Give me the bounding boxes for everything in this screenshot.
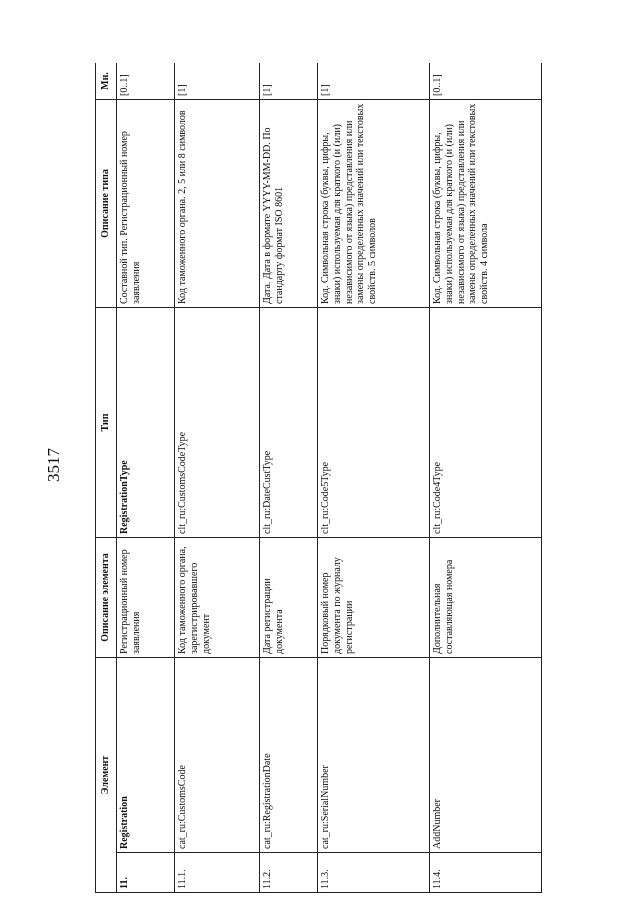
row-mult: [0..1] — [117, 63, 175, 100]
table-row — [117, 63, 175, 893]
rotated-table-frame — [95, 63, 610, 893]
table-row — [318, 63, 430, 893]
table-row — [175, 63, 260, 893]
row-number: 11.3. — [318, 853, 430, 893]
row-number: 11. — [117, 853, 175, 893]
row-mult: [1] — [260, 63, 318, 100]
row-type: clt_ru:CustomsCodeType — [175, 308, 260, 538]
row-element-desc: Порядковый номер документа по журналу регистрации — [318, 538, 430, 658]
row-element: cat_ru:SerialNumber — [318, 658, 430, 853]
row-type: clt_ru:Code4Type — [430, 308, 542, 538]
row-number: 11.1. — [175, 853, 260, 893]
row-number: 11.4. — [430, 853, 542, 893]
row-element-desc: Дополнительная составляющая номера — [430, 538, 542, 658]
table-row — [430, 63, 542, 893]
row-mult: [0..1] — [430, 63, 542, 100]
row-element-desc: Код таможенного органа, зарегистрировавшего документ — [175, 538, 260, 658]
row-mult: [1] — [175, 63, 260, 100]
row-mult: [1] — [318, 63, 430, 100]
page-number: 3517 — [44, 448, 63, 482]
header-row — [96, 63, 117, 893]
row-element: cat_ru:RegistrationDate — [260, 658, 318, 853]
row-type-desc: Код таможенного органа. 2, 5 или 8 символов — [175, 100, 260, 308]
row-type-desc: Составной тип. Регистрационный номер заявления — [117, 100, 175, 308]
row-type: clt_ru:DateCustType — [260, 308, 318, 538]
row-element-desc: Регистрационный номер заявления — [117, 538, 175, 658]
table-row — [260, 63, 318, 893]
row-number: 11.2. — [260, 853, 318, 893]
row-type: clt_ru:Code5Type — [318, 308, 430, 538]
row-element: Registration — [117, 658, 175, 853]
row-element: AddNumber — [430, 658, 542, 853]
row-type-desc: Дата. Дата в формате YYYY-MM-DD. По стандарту формат ISO 8601 — [260, 100, 318, 308]
header-element-desc: Описание элемента — [96, 538, 117, 658]
schema-table — [95, 63, 542, 893]
row-type: RegistrationType — [117, 308, 175, 538]
row-element: cat_ru:CustomsCode — [175, 658, 260, 853]
table-container — [95, 63, 610, 893]
header-type: Тип — [96, 308, 117, 538]
row-element-desc: Дата регистрации документа — [260, 538, 318, 658]
header-element: Элемент — [96, 658, 117, 893]
row-type-desc: Код. Символьная строка (буквы, цифры, знаки) используемая для краткого (и (или) независимого от языка) представления или замены определенных значений или текстовых свойств. 4 символа — [430, 100, 542, 308]
header-mult: Мн. — [96, 63, 117, 100]
header-type-desc: Описание типа — [96, 100, 117, 308]
row-type-desc: Код. Символьная строка (буквы, цифры, знаки) используемая для краткого (и (или) независимого от языка) представления или замены определенных значений или текстовых свойств. 5 символов — [318, 100, 430, 308]
